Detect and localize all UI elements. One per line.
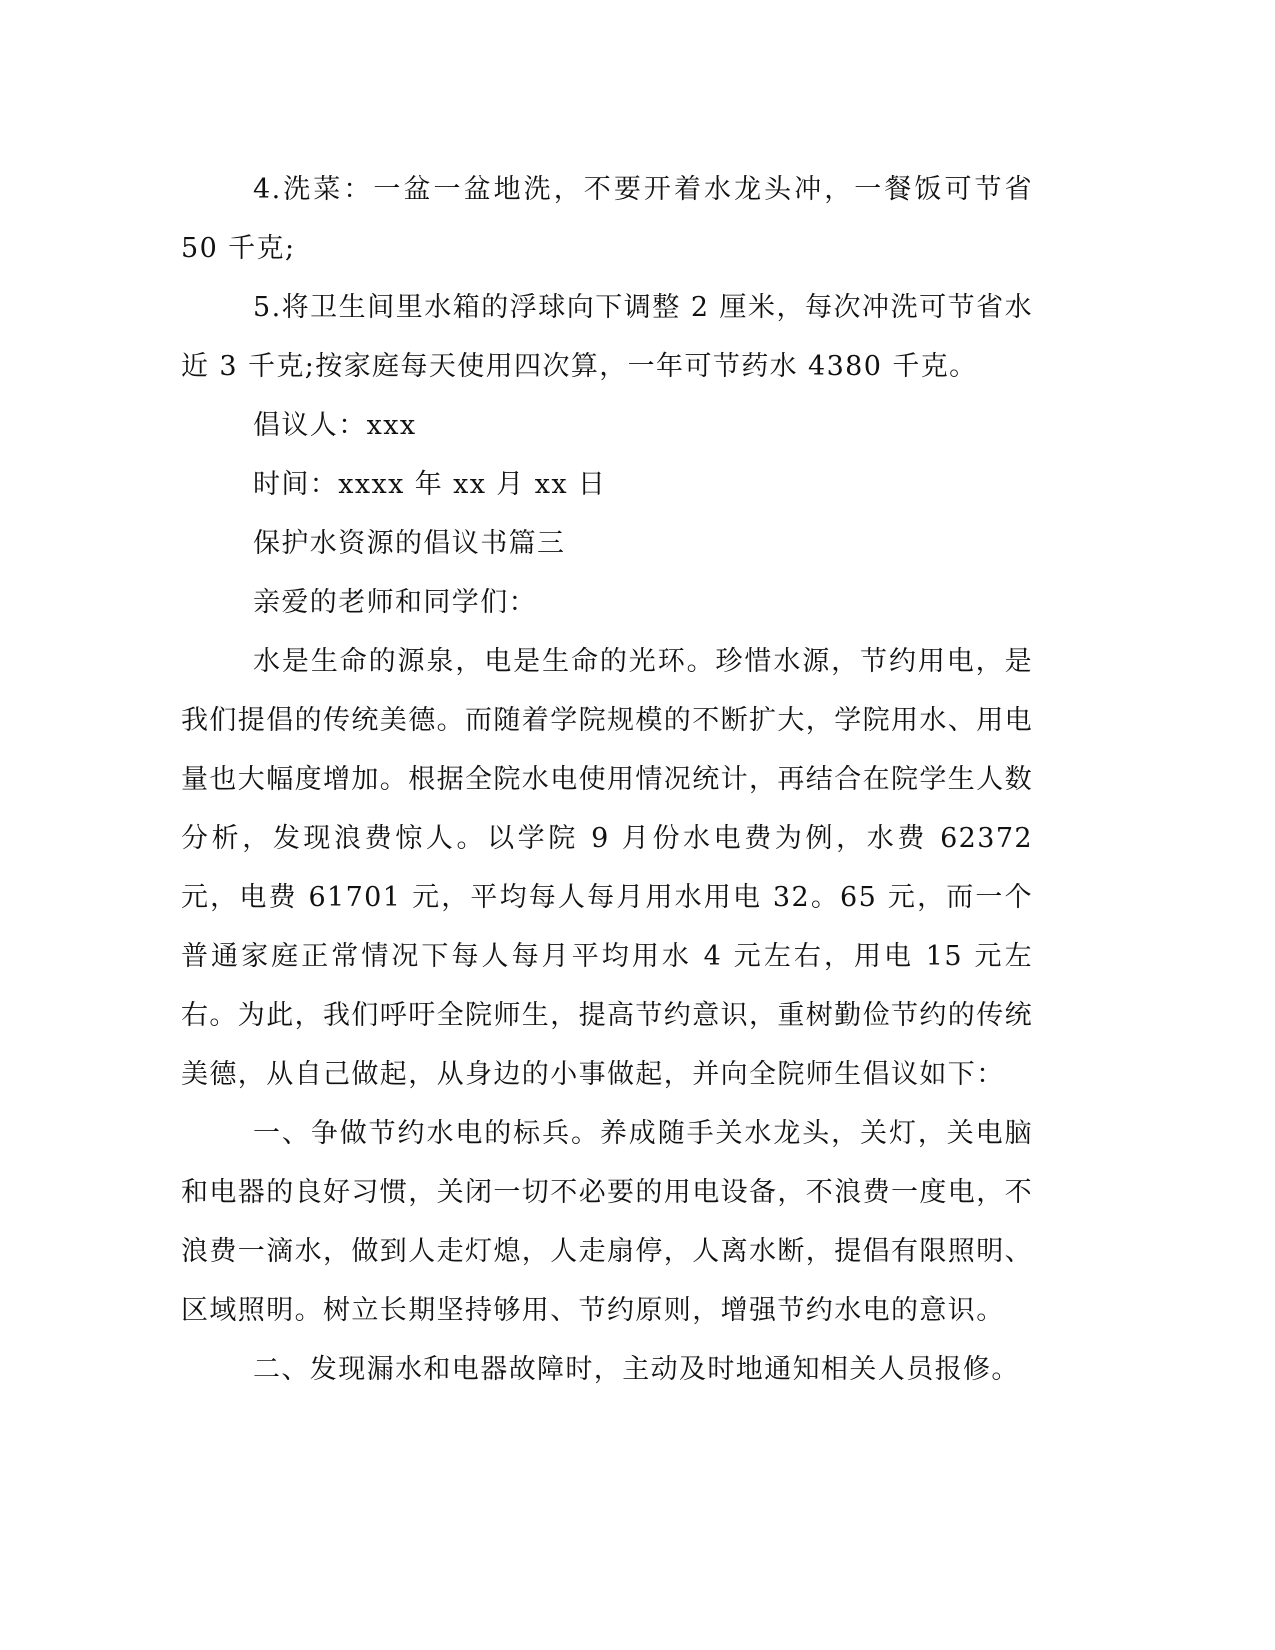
salutation: 亲爱的老师和同学们： xyxy=(253,587,537,618)
document-body xyxy=(181,160,1033,1399)
paragraph-point-two: 二、发现漏水和电器故障时，主动及时地通知相关人员报修。 xyxy=(253,1354,1020,1385)
paragraph-intro: 水是生命的源泉，电是生命的光环。珍惜水源，节约用电，是我们提倡的传统美德。而随着学院规模的不断扩大，学院用水、用电量也大幅度增加。根据全院水电使用情况统计，再结合在院学生人数分析，发现浪费惊人。以学院 9 月份水电费为例，水费 62372 元，电费 61701 元，平均每人每月用水用电 32。65 元，而一个普通家庭正常情况下每人每月平均用水 4 元左右，用电 15 元左右。为此，我们呼吁全院师生，提高节约意识，重树勤俭节约的传统美德，从自己做起，从身边的小事做起，并向全院师生倡议如下： xyxy=(181,646,1033,1090)
proposer-line: 倡议人：xxx xyxy=(253,410,417,441)
date-line: 时间：xxxx 年 xx 月 xx 日 xyxy=(253,469,607,500)
section-title: 保护水资源的倡议书篇三 xyxy=(253,528,566,559)
paragraph-toilet-tank: 5.将卫生间里水箱的浮球向下调整 2 厘米，每次冲洗可节省水近 3 千克;按家庭每天使用四次算，一年可节药水 4380 千克。 xyxy=(181,292,1033,382)
paragraph-point-one: 一、争做节约水电的标兵。养成随手关水龙头，关灯，关电脑和电器的良好习惯，关闭一切不必要的用电设备，不浪费一度电，不浪费一滴水，做到人走灯熄，人走扇停，人离水断，提倡有限照明、区域照明。树立长期坚持够用、节约原则，增强节约水电的意识。 xyxy=(181,1118,1033,1326)
paragraph-wash-vegetables: 4.洗菜：一盆一盆地洗，不要开着水龙头冲，一餐饭可节省 50 千克; xyxy=(181,174,1033,264)
